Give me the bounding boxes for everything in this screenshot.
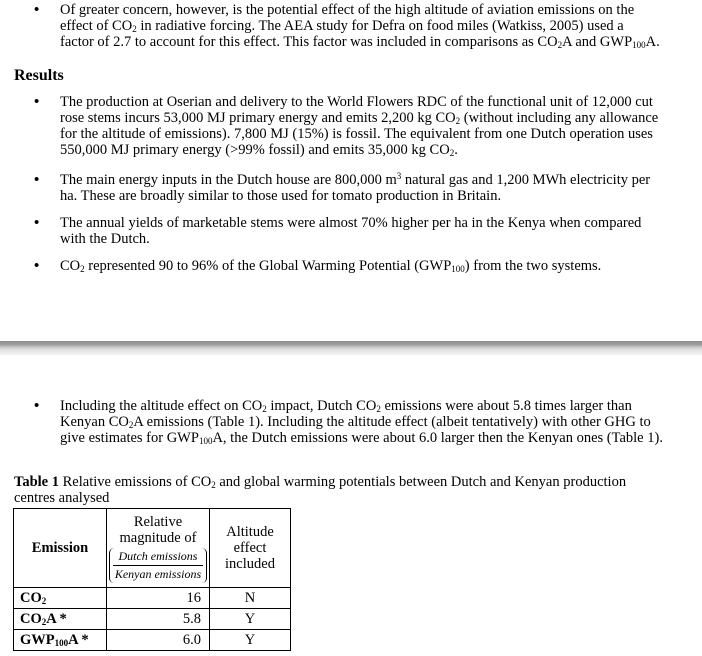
table-row xyxy=(14,609,291,630)
intro-bullet xyxy=(60,2,690,50)
table-caption: Table 1 Relative emissions of $CO_2$ and global warming potentials between Dutch and Kenyan production centres analysed xyxy=(14,474,627,506)
results-heading: Results xyxy=(14,67,64,84)
intro-line-3: factor of 2.7 to account for this effect. This factor was included in comparisons as $CO_2A$ and $GWP_{100}A$. xyxy=(60,34,660,50)
results-bullet-1: • The production at Oserian and delivery to the World Flowers RDC of the functional unit of 12,000 cut rose stems incurs 53,000 MJ primary energy and emits 2,200 kg $CO_2$ (without including any allowance for the altitude of emissions). 7,800 MJ (15%) is fossil. The equivalent from one Dutch operation uses 550,000 MJ primary energy (>99% fossil) and emits 35,000 kg $CO_2$. xyxy=(60,94,690,158)
dutch-kenyan-ratio: $\frac{\text{Dutch emissions}}{\text{Kenyan emissions}}$ xyxy=(109,548,207,583)
table-row xyxy=(14,588,291,609)
row-altitude-flag: Y xyxy=(210,630,291,651)
row-emission-name: $CO_2$ xyxy=(14,588,107,609)
header-emission: Emission xyxy=(14,509,107,588)
table-label: Table 1 xyxy=(14,474,59,490)
header-altitude-effect: Altitude effect included xyxy=(210,509,291,588)
row-altitude-flag: N xyxy=(210,588,291,609)
intro-line-1: • Of greater concern, however, is the potential effect of the high altitude of aviation emissions on the xyxy=(60,2,635,18)
table-row xyxy=(14,630,291,651)
row-emission-name: $CO_2A$ * xyxy=(14,609,107,630)
row-altitude-flag: Y xyxy=(210,609,291,630)
results-bullet-4: • $CO_2$ represented 90 to 96% of the Global Warming Potential $(GWP_{100})$ from the two systems. xyxy=(60,258,690,274)
header-relative-magnitude: Relative magnitude of $\frac{\text{Dutch emissions}}{\text{Kenyan emissions}}$ xyxy=(107,509,210,588)
intro-line-2: effect of $CO_2$ in radiative forcing. The AEA study for Defra on food miles (Watkiss, 2005) used a xyxy=(60,18,624,34)
page-divider xyxy=(0,341,702,355)
results-bullet-2: • The main energy inputs in the Dutch house are 800,000 $m^3$ natural gas and 1,200 MWh electricity per ha. These are broadly similar to those used for tomato production in Britain. xyxy=(60,172,690,204)
results-bullet-5: • Including the altitude effect on $CO_2$ impact, Dutch $CO_2$ emissions were about 5.8 times larger than Kenyan $CO_2A$ emissions (Table 1). Including the altitude effect (albeit tentatively) with other GHG to give estimates for $GWP_{100}A$, the Dutch emissions were about 6.0 larger then the Kenyan ones (Table 1). xyxy=(60,398,690,446)
table-header-row xyxy=(14,509,291,588)
row-relative-value: 5.8 xyxy=(107,609,210,630)
row-relative-value: 6.0 xyxy=(107,630,210,651)
document-page-2 xyxy=(0,356,702,656)
row-relative-value: 16 xyxy=(107,588,210,609)
row-emission-name: $GWP_{100}A$ * xyxy=(14,630,107,651)
emissions-table xyxy=(13,508,291,651)
results-bullet-3: • The annual yields of marketable stems were almost 70% higher per ha in the Kenya when compared with the Dutch. xyxy=(60,215,690,247)
